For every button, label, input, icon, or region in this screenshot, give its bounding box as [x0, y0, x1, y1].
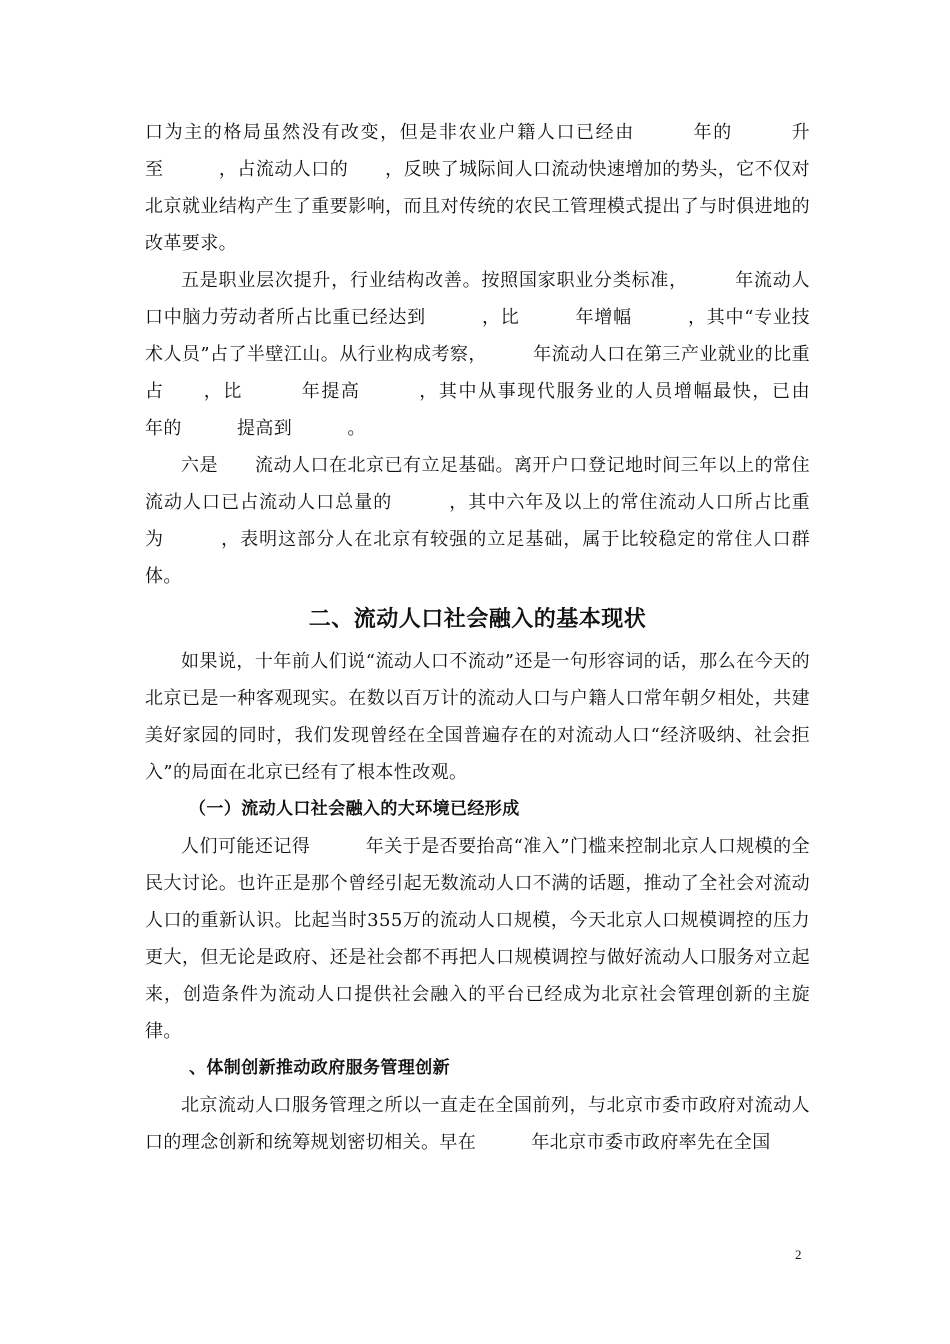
page-number: 2 — [795, 1247, 802, 1262]
section-intro-paragraph: 如果说，十年前人们说“流动人口不流动”还是一句形容词的话，那么在今天的北京已是一种客观现实。在数以百万计的流动人口与户籍人口常年朝夕相处，共建美好家园的同时，我们发现曾经在全国普遍存在的对流动人口“经济吸纳、社会拒入”的局面在北京已经有了根本性改观。 — [145, 651, 810, 783]
subsection-institutional-paragraph: 北京流动人口服务管理之所以一直走在全国前列，与北京市委市政府对流动人口的理念创新和统筹规划密切相关。早在 年北京市委市政府率先在全国 — [145, 1095, 810, 1153]
paragraph-occupation: 五是职业层次提升，行业结构改善。按照国家职业分类标准， 年流动人口中脑力劳动者所占比重已经达到 ，比 年增幅 ，其中“专业技术人员”占了半壁江山。从行业构成考察， 年流动人口在第三产业就业的比重占 ，比 年提高 ，其中从事现代服务业的人员增幅最快，已由 年的 提高到 。 — [145, 270, 866, 439]
subsection-title-environment: （一）流动人口社会融入的大环境已经形成 — [189, 799, 520, 819]
subsection-title-institutional: 、体制创新推动政府服务管理创新 — [189, 1058, 450, 1078]
paragraph-continued: 口为主的格局虽然没有改变，但是非农业户籍人口已经由 年的 升至 ，占流动人口的 ，反映了城际间人口流动快速增加的势头，它不仅对北京就业结构产生了重要影响，而且对传统的农民工管理模式提出了与时俱进地的改革要求。 — [145, 122, 810, 254]
subsection-environment-paragraph: 人们可能还记得 年关于是否要抬高“准入”门槛来控制北京人口规模的全民大讨论。也许正是那个曾经引起无数流动人口不满的话题，推动了全社会对流动人口的重新认识。比起当时355万的流动人口规模，今天北京人口规模调控的压力更大，但无论是政府、还是社会都不再把人口规模调控与做好流动人口服务对立起来，创造条件为流动人口提供社会融入的平台已经成为北京社会管理创新的主旋律。 — [145, 836, 810, 1042]
paragraph-settlement: 六是 流动人口在北京已有立足基础。离开户口登记地时间三年以上的常住流动人口已占流动人口总量的 ，其中六年及以上的常住流动人口所占比重为 ，表明这部分人在北京有较强的立足基础，属于比较稳定的常住人口群体。 — [145, 455, 810, 587]
page-content — [145, 114, 866, 1161]
section-title: 二、流动人口社会融入的基本现状 — [308, 606, 647, 632]
